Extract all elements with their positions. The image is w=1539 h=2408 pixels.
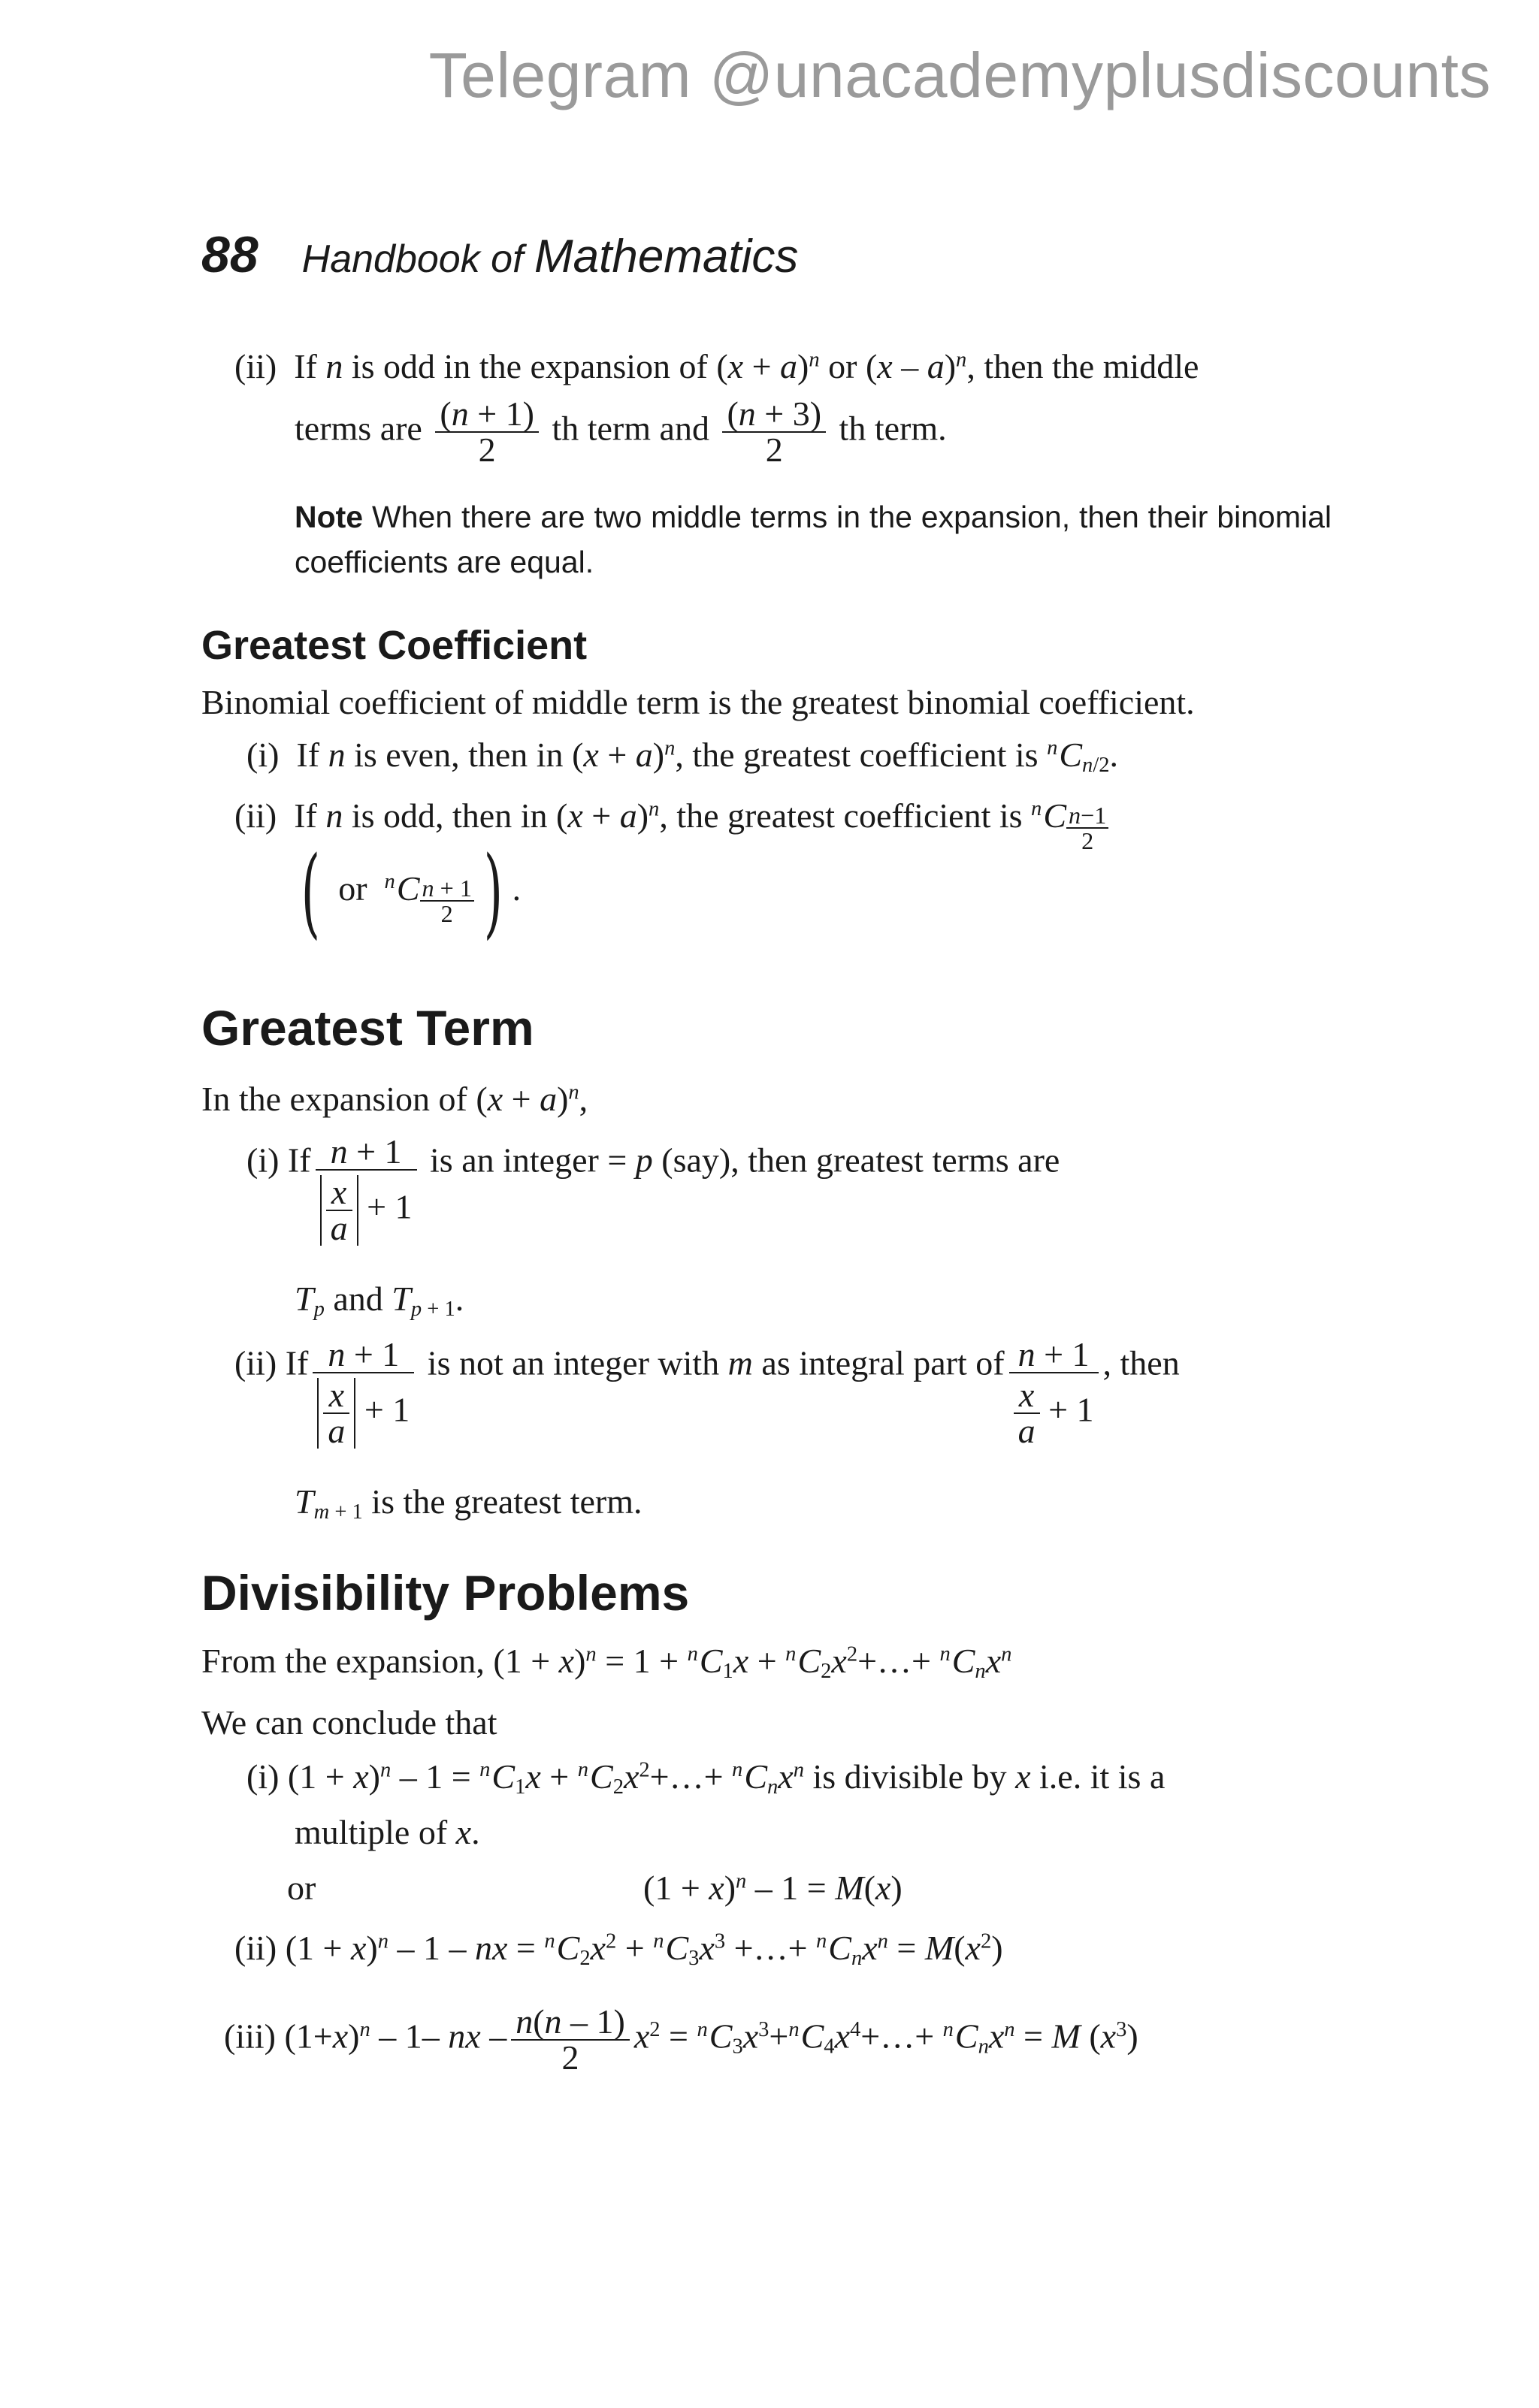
divisibility-or-label: or xyxy=(287,1869,316,1907)
divisibility-item-i: (i) $(1 + x)^n - 1 = ^nC_1x$ + $^nC_2x^2+\dots+ ^nC_nx^n$ is divisible by x i.e. it is a xyxy=(246,1757,1166,1799)
page-number: 88 xyxy=(201,226,259,283)
note-box xyxy=(295,494,1332,585)
heading-greatest-coefficient: Greatest Coefficient xyxy=(201,623,588,668)
greatest-term-item-i-line2: $T_p$ and $T_{p + 1}$. xyxy=(295,1280,464,1322)
greatest-term-item-i: (i) If n + 1 $\frac{x}{a}$ + 1 is an integer = p (say), then greatest terms are xyxy=(246,1132,1060,1247)
greatest-term-intro: In the expansion of $(x + a)^n$, xyxy=(201,1080,588,1118)
divisibility-intro: From the expansion, $(1 + x)^n = 1 + ^nC_1x$ + $^nC_2x^2+\dots+ ^nC_nx^n$ xyxy=(201,1642,1012,1684)
middle-terms-item-ii-line1: (ii) If n is odd in the expansion of $(x + a)^n$ or (x – a)$^n$, then the middle xyxy=(234,347,1199,385)
book-title xyxy=(301,231,799,282)
fraction-n-plus-3-over-2: $\frac{(n + 3)}{2}$ xyxy=(722,397,826,467)
greatest-coefficient-item-ii: (ii) If n is odd, then in $(x + a)^n$, the greatest coefficient is $^n$C $\frac{n-1}{2}$ xyxy=(234,799,1108,853)
running-header xyxy=(201,225,798,284)
greatest-coefficient-item-i: (i) If n is even, then in $(x + a)^n$, the greatest coefficient is $^nC_{n/2}$. xyxy=(246,736,1118,778)
heading-divisibility-problems: Divisibility Problems xyxy=(201,1565,690,1621)
fraction-greatest-term-ratio: n + 1 $\frac{x}{a}$ + 1 xyxy=(316,1135,417,1246)
divisibility-or-equation: $(1 + x)^n - 1 = M(x)$ xyxy=(643,1869,903,1907)
divisibility-item-iii: (iii) $(1+x)^n - 1-$ nx – $\frac{n(n - 1)}{2}$ $x^2$ = $^nC_3x^3+^nC_4x^4+\dots+ ^nC_nx^n = M$ $(x^3)$ xyxy=(224,2002,1138,2077)
heading-greatest-term: Greatest Term xyxy=(201,1000,534,1056)
divisibility-item-ii: (ii) $(1 + x)^n - 1$ – nx = $^nC_2x^2 + ^nC_3x^3$ +…+ $^nC_nx^n = M(x^2)$ xyxy=(234,1929,1003,1971)
watermark-text: Telegram @unacademyplusdiscounts xyxy=(428,40,1491,110)
book-title-main: Mathematics xyxy=(534,231,799,282)
book-title-prefix: Handbook of xyxy=(301,237,524,281)
greatest-term-item-ii-line2: $T_{m + 1}$ is the greatest term. xyxy=(295,1482,643,1524)
note-text: When there are two middle terms in the expansion, then their binomial coefficients are equal. xyxy=(295,500,1332,579)
divisibility-conclude: We can conclude that xyxy=(201,1703,497,1742)
divisibility-item-i-line2: multiple of x. xyxy=(295,1813,480,1851)
greatest-coefficient-intro: Binomial coefficient of middle term is the greatest binomial coefficient. xyxy=(201,683,1195,721)
middle-terms-item-ii-line2: terms are $\frac{(n + 1)}{2}$ th term and $\frac{(n + 3)}{2}$ th term. xyxy=(295,394,947,469)
greatest-term-item-ii: (ii) If n + 1 $\frac{x}{a}$ + 1 is not an integer with m as integral part of n + 1 $\frac{x}{a}$ + 1 , then xyxy=(234,1335,1180,1450)
greatest-coefficient-item-ii-alt: ( or $^n$C $\frac{n + 1}{2}$ ) . xyxy=(301,835,522,950)
fraction-n-plus-1-over-2: $\frac{(n + 1)}{2}$ xyxy=(435,397,539,467)
note-label: Note xyxy=(295,500,364,534)
